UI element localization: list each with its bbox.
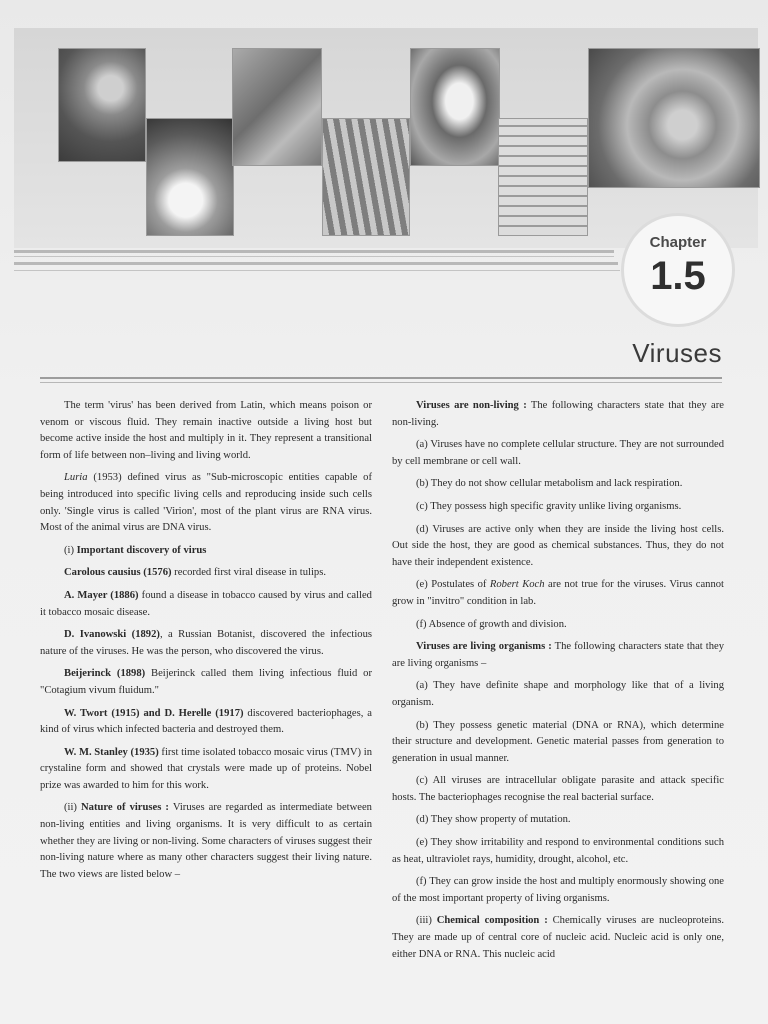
microscopic-organism-photo (232, 48, 322, 166)
chapter-number: 1.5 (650, 254, 706, 298)
section-heading: (i) Important discovery of virus (64, 544, 207, 556)
paragraph: (iii) Chemical composition : Chemically viruses are nucleoproteins. They are made up of central core of nucleic acid. Nucleic acid is only one, either DNA or RNA. This nucleic acid (392, 915, 724, 960)
paragraph: D. Ivanowski (1892), a Russian Botanist, discovered the infectious nature of the viruses. He was the person, who discovered the virus. (40, 629, 373, 657)
starfish-photo (588, 48, 760, 188)
paragraph: The term 'virus' has been derived from Latin, which means poison or venom or viscous fluid. They remain inactive outside a living host but become active inside the host and multiply in it. They represent a transitional form of life between non–living and living world. (40, 400, 372, 461)
list-item: (d) They show property of mutation. (416, 814, 571, 826)
paragraph: Viruses are non-living : The following characters state that they are non-living. (392, 400, 724, 428)
list-item: (b) They do not show cellular metabolism and lack respiration. (416, 478, 683, 490)
greenhouse-photo (498, 118, 588, 236)
right-column (392, 398, 724, 969)
paragraph: Beijerinck (1898) Beijerinck called them living infectious fluid or "Cotagium vivum fluidum." (40, 668, 373, 696)
list-item: (f) They can grow inside the host and multiply enormously showing one of the most important property of living organisms. (392, 876, 724, 904)
paragraph: W. Twort (1915) and D. Herelle (1917) discovered bacteriophages, a kind of virus which infected bacteria and destroyed them. (40, 707, 372, 736)
header-rule (14, 256, 614, 257)
title-rule (40, 377, 722, 379)
lab-scientist-photo (58, 48, 146, 162)
left-column (40, 398, 372, 889)
list-item: (f) Absence of growth and division. (416, 618, 567, 630)
paragraph: Viruses are living organisms : The following characters state that they are living organisms – (392, 641, 724, 669)
paragraph: A. Mayer (1886) found a disease in tobacco caused by virus and called it tobacco mosaic disease. (40, 589, 372, 618)
header-rule (14, 250, 614, 253)
chapter-badge (624, 216, 732, 324)
list-item: (a) They have definite shape and morphology like that of a living organism. (392, 680, 724, 708)
list-item: (e) Postulates of Robert Koch are not true for the viruses. Virus cannot grow in "invitro" condition in lab. (392, 579, 725, 607)
dandelion-seed-photo (146, 118, 234, 236)
paragraph: W. M. Stanley (1935) first time isolated tobacco mosaic virus (TMV) in crystaline form and showed that crystals were made up of proteins. Nobel prize was awarded to him for this work. (40, 746, 372, 791)
chapter-label: Chapter (649, 234, 707, 251)
list-item: (a) Viruses have no complete cellular structure. They are not surrounded by cell membrane or cell wall. (392, 439, 724, 467)
list-item: (c) They possess high specific gravity unlike living organisms. (416, 500, 682, 512)
sea-anemone-photo (322, 118, 410, 236)
paragraph: (ii) Nature of viruses : Viruses are regarded as intermediate between non-living entities and living organisms. It is very difficult to as certain whether they are living or non-living. Some characters of viruses suggest their non-living nature where as many other characters suggest their living nature. The two views are listed below – (40, 802, 372, 880)
paragraph: Luria (1953) defined virus as "Sub-microscopic entities capable of being introduced into specific living cells and reproducing inside such cells only. 'Single virus is called 'Virion', most of the plant virus are RNA virus. Most of the animal virus are DNA virus. (40, 472, 372, 534)
header-rule (14, 262, 618, 265)
header-rule (14, 270, 620, 271)
paragraph: Carolous causius (1576) recorded first viral disease in tulips. (64, 567, 326, 579)
list-item: (c) All viruses are intracellular obligate parasite and attack specific hosts. The bacteriophages recognise the real bacterial surface. (392, 775, 724, 803)
list-item: (d) Viruses are active only when they are inside the living host cells. Out side the host, they are good as chemical substances. Thus, they do not have their independent existence. (392, 523, 724, 568)
list-item: (e) They show irritability and respond to environmental conditions such as heat, ultraviolet rays, humidity, drought, alcohol, etc. (392, 837, 724, 865)
list-item: (b) They possess genetic material (DNA or RNA), which determine their structure and development. Genetic material passes from generation to generation in usual manner. (392, 719, 724, 764)
title-rule (40, 382, 722, 383)
chapter-title: Viruses (632, 338, 722, 368)
butterfly-photo (410, 48, 500, 166)
